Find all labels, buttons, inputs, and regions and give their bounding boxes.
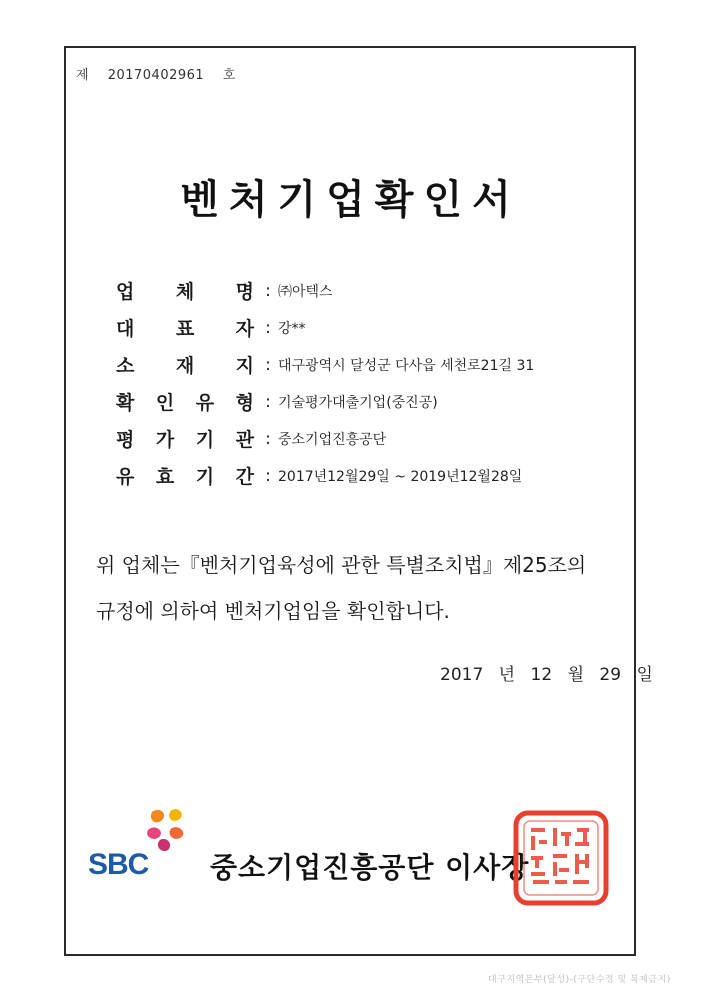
field-row-address [116,346,636,383]
label-char: 유 [195,392,215,414]
field-label [116,388,258,415]
sbc-logo-text: SBC [88,848,149,881]
confirmation-statement [96,542,636,634]
label-char: 평 [116,429,135,451]
official-seal-icon [513,810,609,906]
certificate-fields [116,272,636,494]
cert-prefix: 제 [76,68,90,83]
field-colon: : [265,354,271,375]
label-char: 효 [155,466,175,488]
field-row-type [116,383,636,420]
label-char: 확 [116,392,135,414]
field-row-validity [116,457,636,494]
label-char: 지 [235,355,254,377]
issue-date [440,660,663,685]
label-char: 기 [195,429,215,451]
field-value-type: 기술평가대출기업(중진공) [278,394,438,411]
field-colon: : [265,317,271,338]
label-char: 재 [175,355,195,377]
field-colon: : [265,465,271,486]
field-label [116,277,258,304]
issuer-name: 중소기업진흥공단 이사장 [210,851,530,884]
issue-month-unit: 월 [567,665,584,685]
issue-day: 29 [599,665,622,685]
label-char: 유 [116,466,135,488]
statement-line-2: 규정에 의하여 벤처기업임을 확인합니다. [96,599,450,623]
label-char: 명 [235,281,254,303]
issue-month: 12 [530,665,553,685]
field-label [116,462,258,489]
label-char: 소 [116,355,135,377]
label-char: 표 [175,318,195,340]
label-char: 업 [116,281,135,303]
field-value-validity: 2017년12월29일 ~ 2019년12월28일 [278,468,523,485]
sbc-flower-logo-icon [142,804,192,854]
issue-year-unit: 년 [498,665,516,685]
label-char: 인 [155,392,175,414]
certificate-number [76,64,250,83]
label-char: 형 [235,392,254,414]
label-char: 간 [235,466,254,488]
label-char: 가 [155,429,175,451]
field-colon: : [265,391,271,412]
field-label [116,351,258,378]
field-label [116,425,258,452]
footer-note: 대구지역본부(달성)-(구단수정 및 복제금지) [488,975,671,985]
issue-day-unit: 일 [636,665,653,685]
field-label [116,314,258,341]
field-colon: : [265,428,271,449]
field-row-company [116,272,636,309]
document-title: 벤처기업확인서 [180,176,521,223]
cert-number-value: 20170402961 [107,68,205,83]
field-value-representative: 강** [278,320,306,337]
statement-line-1: 위 업체는『벤처기업육성에 관한 특별조치법』제25조의 [96,553,587,577]
field-row-evaluator [116,420,636,457]
field-row-representative [116,309,636,346]
field-value-company: ㈜아텍스 [278,283,333,300]
label-char: 대 [116,318,135,340]
label-char: 기 [195,466,215,488]
field-colon: : [265,280,271,301]
label-char: 자 [235,318,254,340]
label-char: 관 [235,429,254,451]
issue-year: 2017 [440,665,484,685]
label-char: 체 [175,281,195,303]
cert-suffix: 호 [222,68,236,83]
field-value-address: 대구광역시 달성군 다사읍 세천로21길 31 [278,357,535,374]
field-value-evaluator: 중소기업진흥공단 [278,431,387,448]
